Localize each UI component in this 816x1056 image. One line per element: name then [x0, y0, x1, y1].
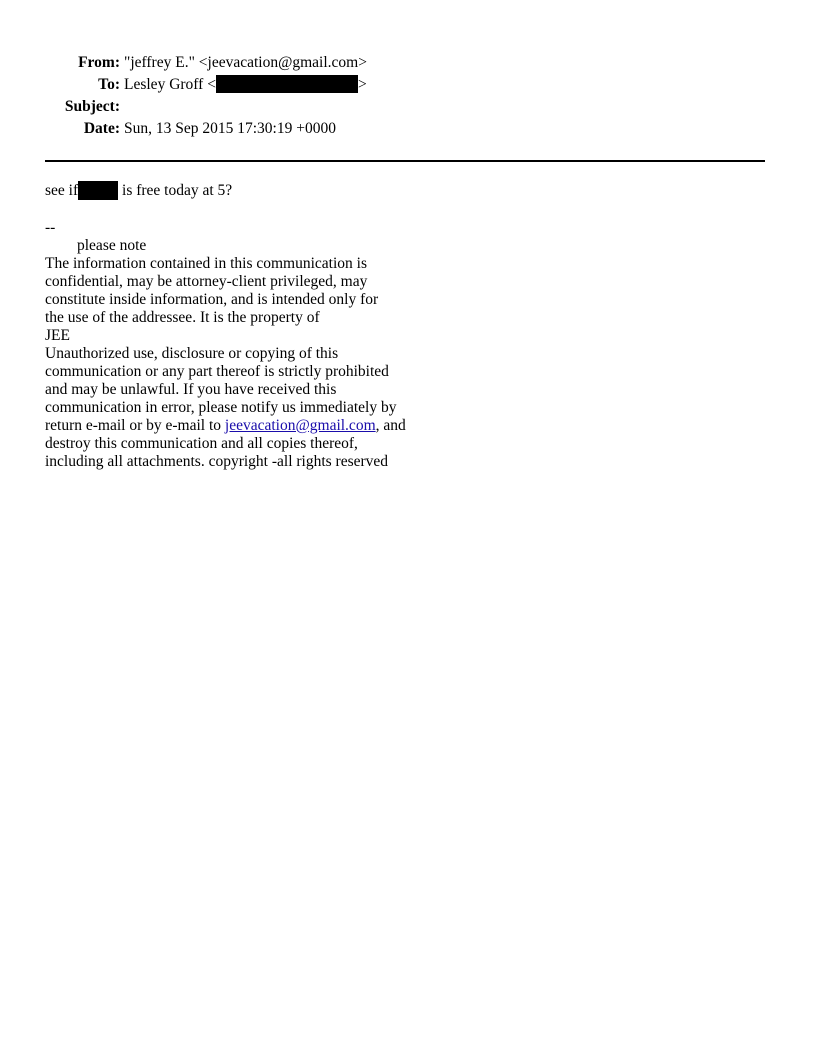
to-name: Lesley Groff < [124, 76, 216, 93]
return-line-before: return e-mail or by e-mail to [45, 417, 225, 434]
disclaimer-line: The information contained in this communication is [45, 255, 367, 272]
email-body [45, 182, 445, 471]
return-line-after: , and [375, 417, 406, 434]
from-value: "jeffrey E." <jeevacation@gmail.com> [124, 54, 367, 71]
email-header [0, 52, 816, 140]
email-link[interactable]: jeevacation@gmail.com [224, 417, 376, 434]
from-label: From: [78, 54, 120, 71]
message-before: see if [45, 182, 79, 200]
disclaimer-line: Unauthorized use, disclosure or copying of this [45, 345, 339, 362]
to-close: > [357, 76, 367, 93]
spacer [45, 200, 445, 219]
disclaimer-line: and may be unlawful. If you have received this [45, 381, 337, 398]
to-row [0, 74, 816, 96]
signature-separator: -- [45, 219, 56, 236]
disclaimer-end [45, 435, 445, 471]
redaction-box [216, 75, 358, 93]
disclaimer-line: communication or any part thereof is strictly prohibited [45, 363, 389, 380]
message-line [45, 182, 445, 200]
message-after: is free today at 5? [118, 182, 233, 200]
please-note: please note [77, 237, 147, 254]
date-label: Date: [83, 120, 120, 137]
disclaimer-line [45, 417, 445, 435]
disclaimer-line: the use of the addressee. It is the property of [45, 309, 320, 326]
disclaimer-line: destroy this communication and all copies thereof, [45, 435, 358, 452]
disclaimer-line: including all attachments. copyright -all rights reserved [45, 453, 389, 470]
to-value [124, 74, 367, 96]
disclaimer-line: constitute inside information, and is intended only for [45, 291, 379, 308]
disclaimer-line: communication in error, please notify us immediately by [45, 399, 397, 416]
from-row [0, 52, 816, 74]
redaction-box [78, 181, 118, 200]
header-divider [45, 160, 765, 162]
date-value: Sun, 13 Sep 2015 17:30:19 +0000 [124, 120, 336, 137]
date-row [0, 118, 816, 140]
subject-label: Subject: [64, 98, 120, 115]
disclaimer-line: confidential, may be attorney-client privileged, may [45, 273, 368, 290]
to-label: To: [98, 76, 120, 93]
disclaimer-line: JEE [45, 327, 70, 344]
subject-row [0, 96, 816, 118]
disclaimer [45, 255, 445, 417]
